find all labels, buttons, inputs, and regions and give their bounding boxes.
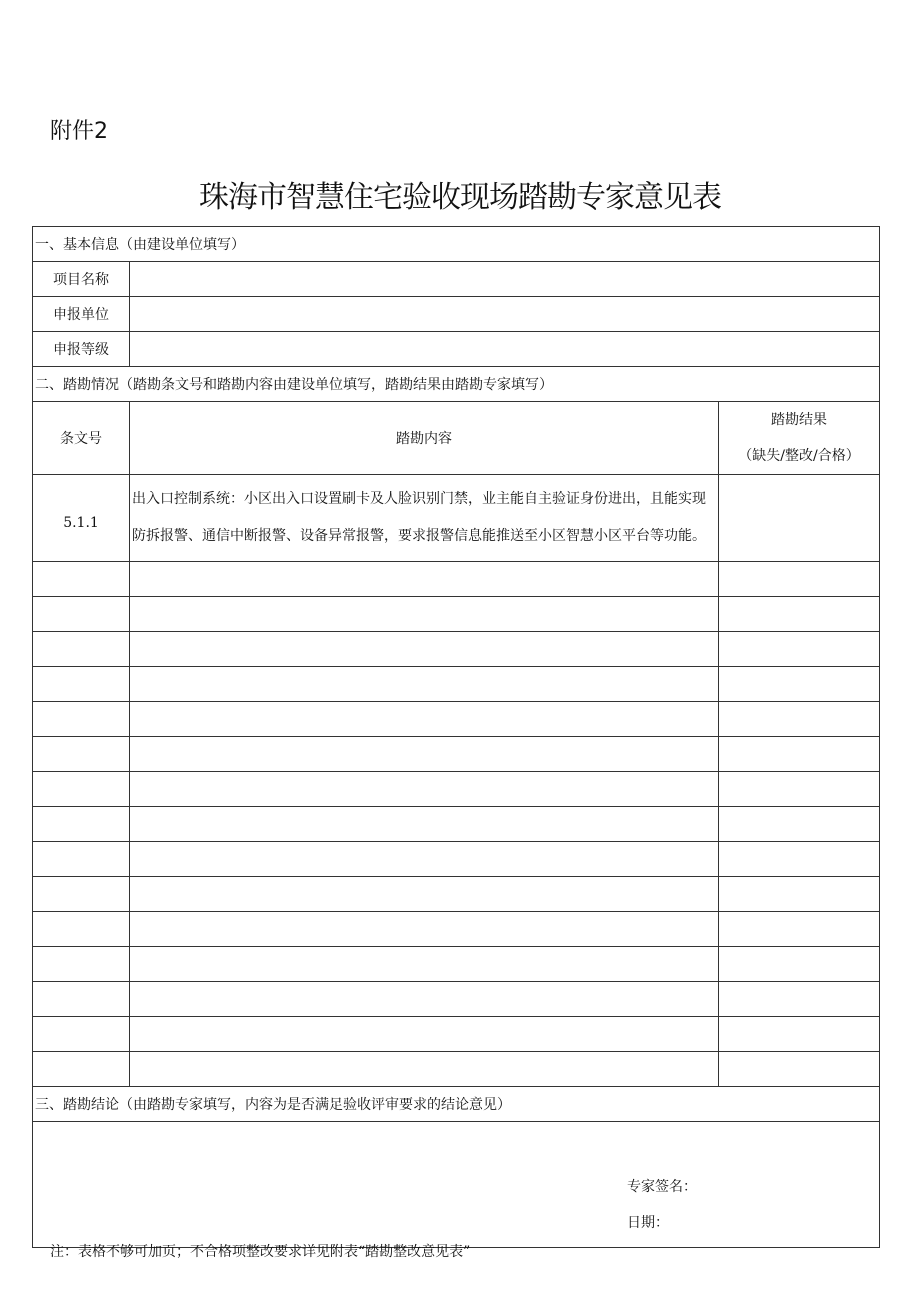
blank-result-cell[interactable] <box>719 877 880 912</box>
blank-result-cell[interactable] <box>719 912 880 947</box>
blank-row <box>33 562 880 597</box>
blank-code-cell[interactable] <box>33 667 130 702</box>
applicant-field[interactable] <box>130 297 880 332</box>
project-name-label: 项目名称 <box>33 262 130 297</box>
blank-content-cell[interactable] <box>130 632 719 667</box>
blank-row <box>33 1052 880 1087</box>
project-name-row <box>33 262 880 297</box>
level-row <box>33 332 880 367</box>
blank-content-cell[interactable] <box>130 702 719 737</box>
blank-code-cell[interactable] <box>33 597 130 632</box>
level-label: 申报等级 <box>33 332 130 367</box>
blank-row <box>33 597 880 632</box>
inspection-row <box>33 475 880 562</box>
blank-content-cell[interactable] <box>130 947 719 982</box>
blank-content-cell[interactable] <box>130 912 719 947</box>
inspection-content[interactable]: 出入口控制系统：小区出入口设置刷卡及人脸识别门禁，业主能自主验证身份进出，且能实现防拆报警、通信中断报警、设备异常报警，要求报警信息能推送至小区智慧小区平台等功能。 <box>130 475 719 562</box>
page-title: 珠海市智慧住宅验收现场踏勘专家意见表 <box>199 180 721 215</box>
blank-code-cell[interactable] <box>33 632 130 667</box>
blank-content-cell[interactable] <box>130 562 719 597</box>
col-result-header <box>719 402 880 475</box>
blank-code-cell[interactable] <box>33 1017 130 1052</box>
level-field[interactable] <box>130 332 880 367</box>
blank-row <box>33 842 880 877</box>
blank-code-cell[interactable] <box>33 772 130 807</box>
blank-content-cell[interactable] <box>130 597 719 632</box>
attachment-label: 附件2 <box>50 119 108 144</box>
section1-heading: 一、基本信息（由建设单位填写） <box>33 227 880 262</box>
section3-heading: 三、踏勘结论（由踏勘专家填写，内容为是否满足验收评审要求的结论意见） <box>33 1087 880 1122</box>
blank-result-cell[interactable] <box>719 1052 880 1087</box>
blank-row <box>33 737 880 772</box>
col-result-options: （缺失/整改/合格） <box>738 448 860 464</box>
col-content-header: 踏勘内容 <box>130 402 719 475</box>
blank-row <box>33 702 880 737</box>
signature-label: 专家签名： <box>627 1179 697 1195</box>
applicant-row <box>33 297 880 332</box>
blank-content-cell[interactable] <box>130 982 719 1017</box>
blank-result-cell[interactable] <box>719 702 880 737</box>
blank-result-cell[interactable] <box>719 737 880 772</box>
blank-content-cell[interactable] <box>130 1052 719 1087</box>
blank-code-cell[interactable] <box>33 982 130 1017</box>
blank-code-cell[interactable] <box>33 702 130 737</box>
blank-content-cell[interactable] <box>130 772 719 807</box>
blank-row <box>33 667 880 702</box>
blank-result-cell[interactable] <box>719 772 880 807</box>
section2-heading: 二、踏勘情况（踏勘条文号和踏勘内容由建设单位填写，踏勘结果由踏勘专家填写） <box>33 367 880 402</box>
blank-row <box>33 632 880 667</box>
footnote: 注：表格不够可加页；不合格项整改要求详见附表“踏勘整改意见表” <box>50 1244 471 1260</box>
blank-code-cell[interactable] <box>33 842 130 877</box>
blank-code-cell[interactable] <box>33 912 130 947</box>
date-label: 日期： <box>627 1215 669 1231</box>
blank-code-cell[interactable] <box>33 807 130 842</box>
expert-opinion-form <box>32 226 880 1248</box>
conclusion-area[interactable] <box>33 1122 880 1248</box>
blank-result-cell[interactable] <box>719 597 880 632</box>
blank-result-cell[interactable] <box>719 632 880 667</box>
blank-row <box>33 947 880 982</box>
blank-content-cell[interactable] <box>130 877 719 912</box>
blank-result-cell[interactable] <box>719 1017 880 1052</box>
blank-code-cell[interactable] <box>33 737 130 772</box>
blank-content-cell[interactable] <box>130 1017 719 1052</box>
blank-result-cell[interactable] <box>719 947 880 982</box>
blank-code-cell[interactable] <box>33 877 130 912</box>
blank-code-cell[interactable] <box>33 562 130 597</box>
blank-result-cell[interactable] <box>719 842 880 877</box>
inspection-header-row <box>33 402 880 475</box>
blank-row <box>33 772 880 807</box>
blank-result-cell[interactable] <box>719 562 880 597</box>
blank-result-cell[interactable] <box>719 982 880 1017</box>
blank-result-cell[interactable] <box>719 807 880 842</box>
blank-content-cell[interactable] <box>130 807 719 842</box>
inspection-code[interactable]: 5.1.1 <box>33 475 130 562</box>
project-name-field[interactable] <box>130 262 880 297</box>
blank-row <box>33 982 880 1017</box>
blank-row <box>33 912 880 947</box>
blank-content-cell[interactable] <box>130 667 719 702</box>
blank-result-cell[interactable] <box>719 667 880 702</box>
blank-code-cell[interactable] <box>33 947 130 982</box>
blank-content-cell[interactable] <box>130 737 719 772</box>
applicant-label: 申报单位 <box>33 297 130 332</box>
blank-content-cell[interactable] <box>130 842 719 877</box>
blank-code-cell[interactable] <box>33 1052 130 1087</box>
blank-row <box>33 807 880 842</box>
blank-row <box>33 1017 880 1052</box>
blank-row <box>33 877 880 912</box>
col-code-header: 条文号 <box>33 402 130 475</box>
col-result-title: 踏勘结果 <box>771 412 827 428</box>
inspection-result[interactable] <box>719 475 880 562</box>
